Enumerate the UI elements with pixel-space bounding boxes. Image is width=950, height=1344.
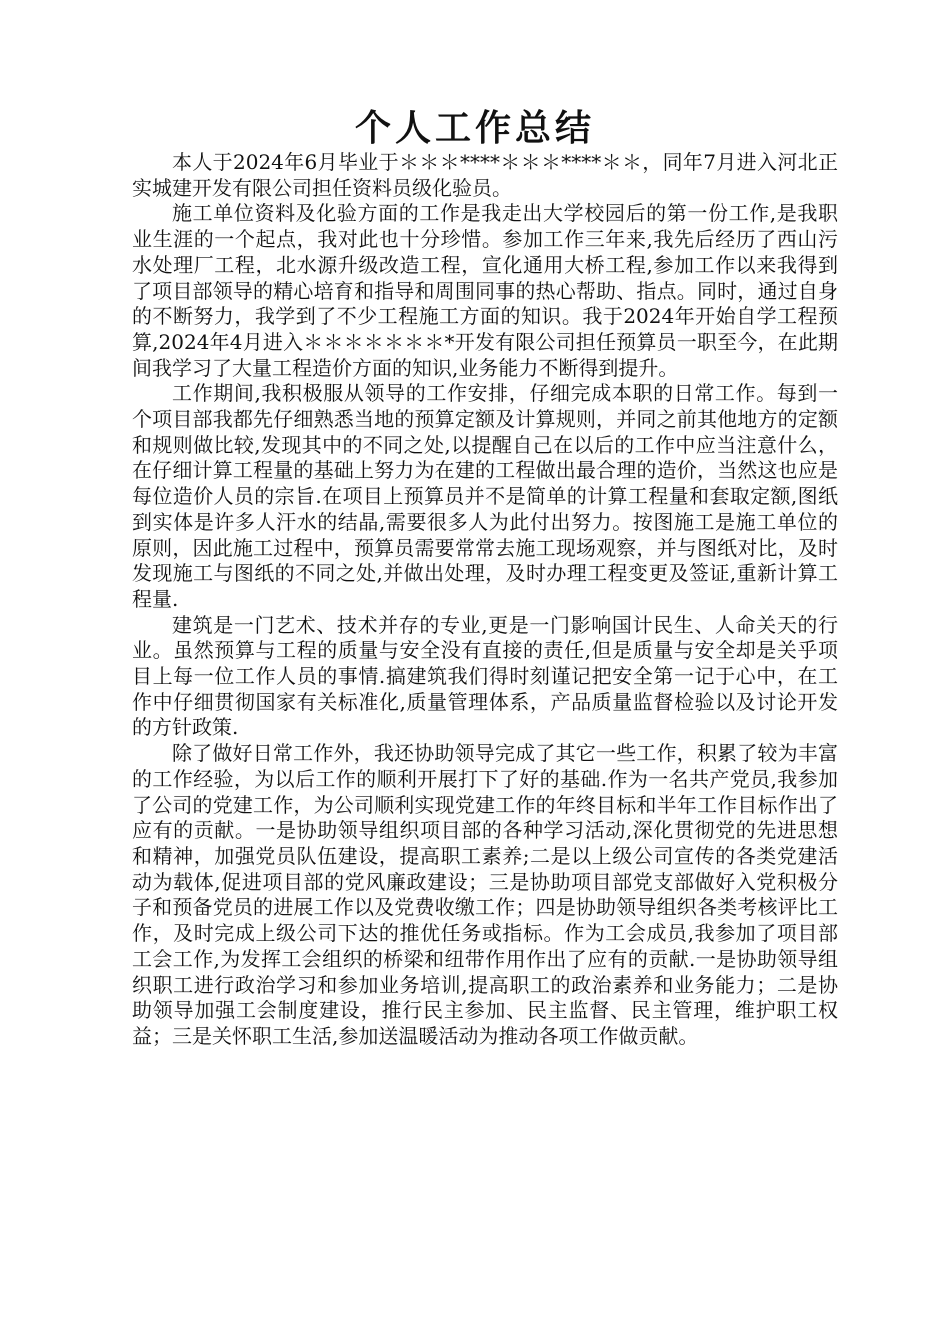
- paragraph-work-period: 工作期间,我积极服从领导的工作安排，仔细完成本职的日常工作。每到一个项目部我都先仔细熟悉当地的预算定额及计算规则，并同之前其他地方的定额和规则做比较,发现其中的不同之处,以提醒自己在以后的工作中应当注意什么，在仔细计算工程量的基础上努力为在建的工程做出最合理的造价，当然这也应是每位造价人员的宗旨.在项目上预算员并不是简单的计算工程量和套取定额,图纸到实体是许多人汗水的结晶,需要很多人为此付出努力。按图施工是施工单位的原则，因此施工过程中，预算员需要常常去施工现场观察，并与图纸对比，及时发现施工与图纸的不同之处,并做出处理，及时办理工程变更及签证,重新计算工程量.: [132, 381, 838, 611]
- paragraph-first-job: 施工单位资料及化验方面的工作是我走出大学校园后的第一份工作,是我职业生涯的一个起点，我对此也十分珍惜。参加工作三年来,我先后经历了西山污水处理厂工程，北水源升级改造工程，宣化通用大桥工程,参加工作以来我得到了项目部领导的精心培育和指导和周围同事的热心帮助、指点。同时，通过自身的不断努力，我学到了不少工程施工方面的知识。我于2024年开始自学工程预算,2024年4月进入＊＊＊＊＊＊＊*开发有限公司担任预算员一职至今，在此期间我学习了大量工程造价方面的知识,业务能力不断得到提升。: [132, 201, 838, 380]
- paragraph-graduation: 本人于2024年6月毕业于＊＊＊****＊＊＊****＊＊，同年7月进入河北正实城建开发有限公司担任资料员级化验员。: [132, 150, 838, 200]
- paragraph-construction-safety: 建筑是一门艺术、技术并存的专业,更是一门影响国计民生、人命关天的行业。虽然预算与工程的质量与安全没有直接的责任,但是质量与安全却是关乎项目上每一位工作人员的事情.搞建筑我们得时刻谨记把安全第一记于心中，在工作中仔细贯彻国家有关标准化,质量管理体系，产品质量监督检验以及讨论开发的方针政策.: [132, 612, 838, 740]
- document-title: 个人工作总结: [354, 107, 595, 149]
- document-body: [132, 150, 838, 1050]
- paragraph-other-work: 除了做好日常工作外，我还协助领导完成了其它一些工作，积累了较为丰富的工作经验，为以后工作的顺利开展打下了好的基础.作为一名共产党员,我参加了公司的党建工作，为公司顺利实现党建工作的年终目标和半年工作目标作出了应有的贡献。一是协助领导组织项目部的各种学习活动,深化贯彻党的先进思想和精神，加强党员队伍建设，提高职工素养;二是以上级公司宣传的各类党建活动为载体,促进项目部的党风廉政建设；三是协助项目部党支部做好入党积极分子和预备党员的进展工作以及党费收缴工作；四是协助领导组织各类考核评比工作，及时完成上级公司下达的推优任务或指标。作为工会成员,我参加了项目部工会工作,为发挥工会组织的桥梁和纽带作用作出了应有的贡献.一是协助领导组织职工进行政治学习和参加业务培训,提高职工的政治素养和业务能力；二是协助领导加强工会制度建设，推行民主参加、民主监督、民主管理，维护职工权益；三是关怀职工生活,参加送温暖活动为推动各项工作做贡献。: [132, 741, 838, 1048]
